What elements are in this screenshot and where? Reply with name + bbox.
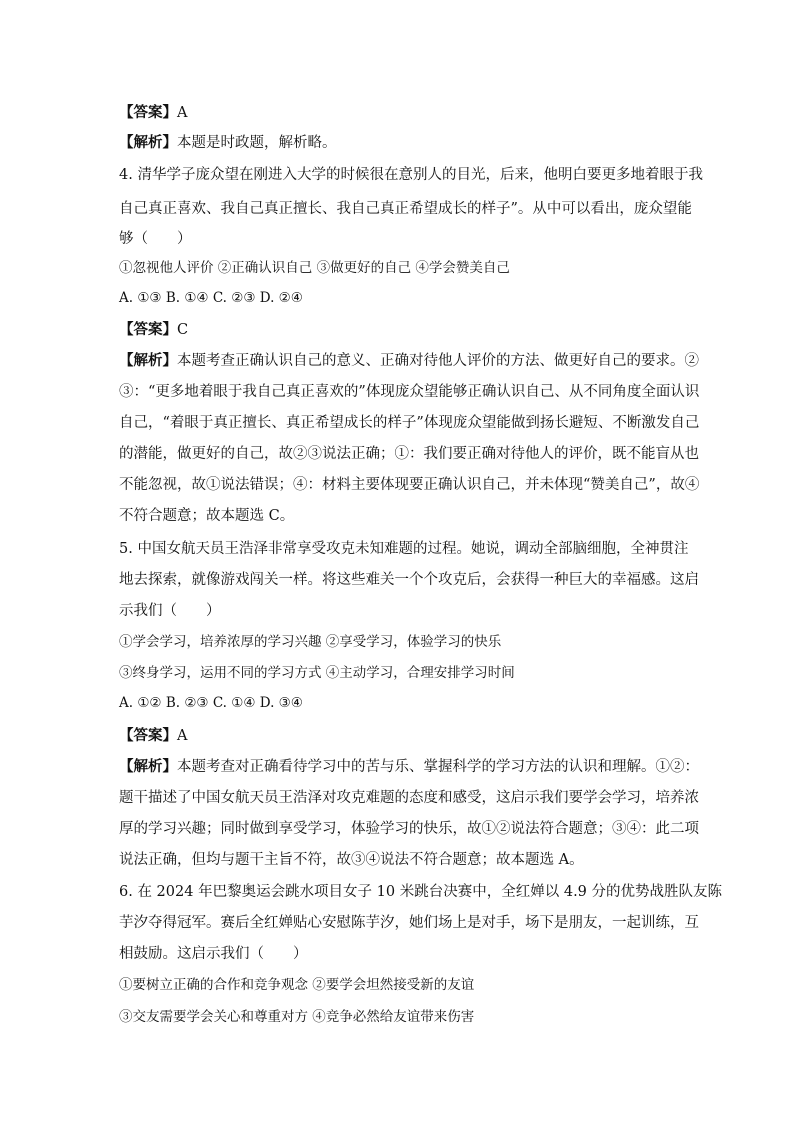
answer-value: A — [177, 105, 188, 121]
answer-tag: 【答案】 — [119, 727, 177, 744]
analysis-text: 本题考查对正确看待学习中的苦与乐、掌握科学的学习方法的认识和理解。①②： — [177, 759, 699, 775]
analysis-line: 不符合题意；故本题选 C。 — [119, 508, 295, 524]
question-6-options: ①要树立正确的合作和竞争观念 ②要学会坦然接受新的友谊 — [119, 977, 475, 993]
question-4-line-2: 自己真正喜欢、我自己真正擅长、我自己真正希望成长的样子”。从中可以看出，庞众望能 — [119, 201, 692, 217]
question-6-line-3: 相鼓励。这启示我们（ ） — [119, 946, 308, 962]
answer-tag: 【答案】 — [119, 321, 177, 338]
question-6-line-1: 6. 在 2024 年巴黎奥运会跳水项目女子 10 米跳台决赛中，全红婵以 4.9 分的优势战胜队友陈 — [119, 884, 723, 900]
analysis-line — [119, 351, 699, 371]
answer-line — [119, 320, 188, 340]
question-5-line-1: 5. 中国女航天员王浩泽非常享受攻克未知难题的过程。她说，调动全部脑细胞，全神贯注 — [119, 541, 689, 557]
answer-value: C — [177, 322, 189, 338]
analysis-text: 本题考查正确认识自己的意义、正确对待他人评价的方法、做更好自己的要求。② — [177, 353, 699, 369]
analysis-line — [119, 133, 337, 153]
question-4-line-3: 够（ ） — [119, 231, 192, 247]
analysis-line: 的潜能，做更好的自己，故②③说法正确；①：我们要正确对待他人的评价，既不能盲从也 — [119, 446, 699, 462]
answer-line — [119, 726, 187, 746]
question-6-line-2: 芋汐夺得冠军。赛后全红婵贴心安慰陈芋汐，她们场上是对手，场下是朋友，一起训练，互 — [119, 915, 699, 931]
analysis-line: 自己，“着眼于真正擅长、真正希望成长的样子”体现庞众望能做到扬长避短、不断激发自己 — [119, 415, 700, 431]
analysis-tag: 【解析】 — [119, 352, 177, 369]
analysis-line: 不能忽视，故①说法错误；④：材料主要体现要正确认识自己，并未体现“赞美自己”，故④ — [119, 477, 700, 493]
question-5-line-3: 示我们（ ） — [119, 603, 221, 619]
analysis-tag: 【解析】 — [119, 758, 177, 775]
analysis-line: 厚的学习兴趣；同时做到享受学习，体验学习的快乐，故①②说法符合题意；③④：此二项 — [119, 821, 699, 837]
analysis-line: 说法正确，但均与题干主旨不符，故③④说法不符合题意；故本题选 A。 — [119, 852, 584, 868]
analysis-line: ③：“更多地着眼于我自己真正喜欢的”体现庞众望能够正确认识自己、从不同角度全面认识 — [119, 384, 700, 400]
question-6-options: ③交友需要学会关心和尊重对方 ④竞争必然给友谊带来伤害 — [119, 1009, 475, 1025]
question-5-choices: A. ①② B. ②③ C. ①④ D. ③④ — [119, 695, 303, 711]
question-4-line-1: 4. 清华学子庞众望在刚进入大学的时候很在意别人的目光，后来，他明白要更多地着眼于我 — [119, 167, 703, 183]
answer-value: A — [177, 728, 188, 744]
question-5-line-2: 地去探索，就像游戏闯关一样。将这些难关一个个攻克后，会获得一种巨大的幸福感。这启 — [119, 572, 699, 588]
analysis-tag: 【解析】 — [119, 134, 177, 151]
analysis-line: 题干描述了中国女航天员王浩泽对攻克难题的态度和感受，这启示我们要学会学习，培养浓 — [119, 790, 699, 806]
answer-line — [119, 103, 187, 123]
question-5-options: ①学会学习，培养浓厚的学习兴趣 ②享受学习，体验学习的快乐 — [119, 634, 502, 650]
analysis-text: 本题是时政题，解析略。 — [177, 135, 337, 151]
question-5-options: ③终身学习，运用不同的学习方式 ④主动学习，合理安排学习时间 — [119, 665, 515, 681]
answer-tag: 【答案】 — [119, 104, 177, 121]
question-4-options: ①忽视他人评价 ②正确认识自己 ③做更好的自己 ④学会赞美自己 — [119, 260, 510, 276]
question-4-choices: A. ①③ B. ①④ C. ②③ D. ②④ — [119, 290, 303, 306]
analysis-line — [119, 757, 699, 777]
